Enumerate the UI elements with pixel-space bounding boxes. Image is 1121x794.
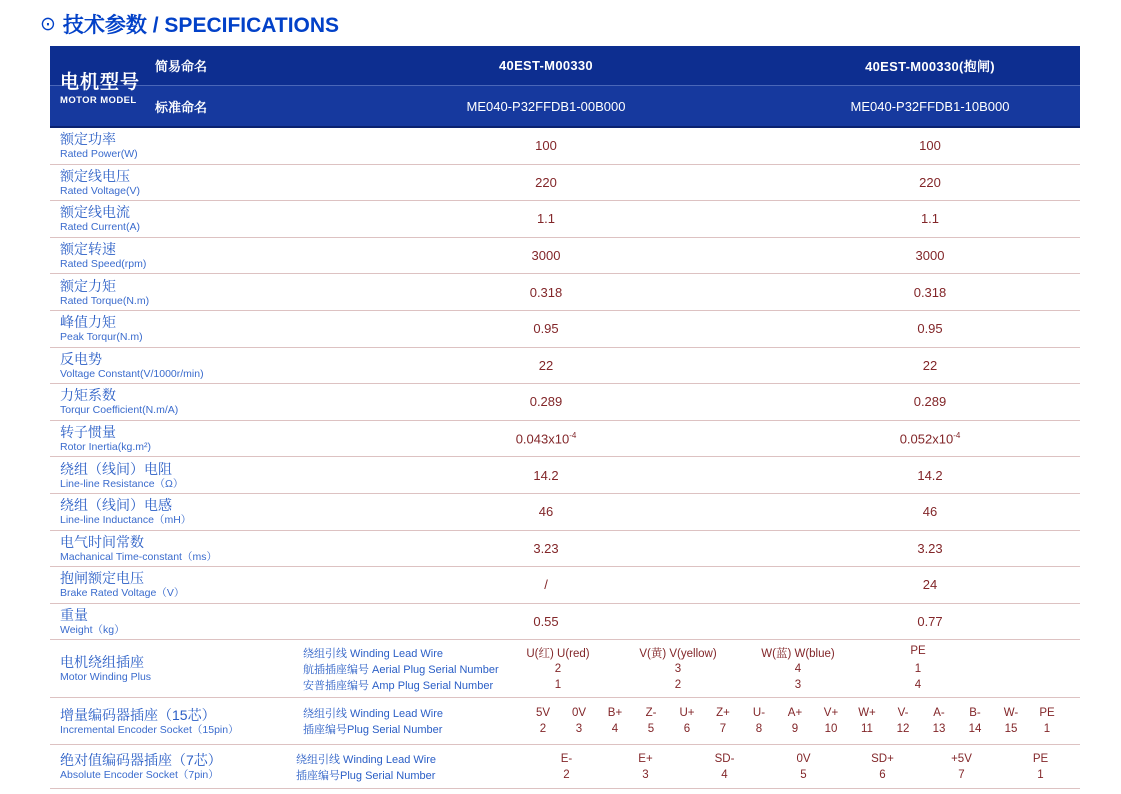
spec-row [50, 531, 1080, 568]
spec-label-en: Rated Torque(N.m) [60, 294, 150, 307]
page-title-text: 技术参数 / SPECIFICATIONS [62, 14, 340, 37]
pin: 10 [824, 723, 838, 736]
pin: E+ [638, 752, 653, 765]
spec-value-col2: 0.95 [917, 321, 943, 337]
spec-row [50, 567, 1080, 604]
connector-row [50, 698, 1080, 745]
spec-label-zh: 额定力矩 [60, 277, 116, 294]
spec-label-zh: 绕组（线间）电阻 [60, 460, 172, 477]
table-header [50, 46, 1080, 128]
spec-value-col2: $0.052x10^{-4}$ [899, 430, 961, 447]
pin-values [525, 707, 1065, 719]
spec-label-en: Weight（kg） [60, 624, 125, 637]
pin: 9 [791, 723, 799, 736]
spec-row-label [50, 168, 303, 197]
pin: Z- [645, 707, 657, 720]
spec-value-col2: 0.318 [913, 284, 947, 300]
spec-label-en: Torqur Coefficient(N.m/A) [60, 404, 179, 417]
pin: 4 [611, 723, 619, 736]
pin: W+ [858, 707, 876, 720]
spec-row [50, 348, 1080, 385]
spec-row-label [50, 241, 303, 270]
pin-values [498, 679, 978, 691]
pin: U- [752, 707, 766, 720]
pin: 3 [575, 723, 583, 736]
pin: U+ [679, 707, 695, 720]
spec-value-col1: 3.23 [533, 540, 559, 556]
connector-lines [296, 745, 1080, 788]
pin: 4 [794, 662, 802, 675]
pin: U(红) U(red) [526, 647, 590, 660]
model-standard-name-col1: ME040-P32FFDB1-00B000 [466, 98, 626, 114]
connector-line [296, 751, 1080, 767]
standard-name-row [50, 86, 1080, 126]
spec-label-zh: 抱闸额定电压 [60, 570, 144, 587]
spec-row-label [50, 351, 303, 380]
spec-label-en: Brake Rated Voltage（V） [60, 587, 185, 600]
spec-row-label [50, 534, 303, 563]
model-simple-name-col2: 40EST-M00330(抱闸) [865, 59, 995, 74]
spec-row-label [50, 204, 303, 233]
pin-values [498, 645, 978, 661]
pin: 4 [914, 678, 922, 691]
pin: E- [560, 752, 573, 765]
spec-row-label [50, 570, 303, 599]
spec-row [50, 494, 1080, 531]
pin: 1 [554, 678, 562, 691]
pin: SD- [714, 752, 735, 765]
connector-label-zh: 绝对值编码器插座（7芯） [60, 752, 222, 769]
spec-row-label [50, 278, 303, 307]
spec-value-col1: 220 [535, 174, 557, 190]
connector-row [50, 745, 1080, 789]
pin: 3 [642, 768, 649, 781]
spec-label-en: Rated Current(A) [60, 221, 140, 234]
spec-label-zh: 峰值力矩 [60, 314, 116, 331]
spec-label-en: Machanical Time-constant（ms） [60, 550, 217, 563]
spec-row [50, 421, 1080, 458]
connector-row-label [50, 640, 303, 697]
spec-label-zh: 重量 [60, 607, 88, 624]
pin: 14 [968, 723, 982, 736]
connector-row-label [50, 745, 296, 788]
pin: 3 [794, 678, 802, 691]
spec-row [50, 165, 1080, 202]
pin: 3 [674, 662, 682, 675]
pin-values [525, 723, 1065, 735]
pin: 5 [647, 723, 655, 736]
spec-label-en: Rated Power(W) [60, 148, 138, 161]
pin: PE [1032, 752, 1049, 765]
spec-value-col1: 0.318 [529, 284, 563, 300]
pin: B- [969, 707, 981, 720]
spec-label-en: Peak Torqur(N.m) [60, 331, 143, 344]
connector-line-label: 航插插座编号 Aerial Plug Serial Number [303, 663, 499, 676]
spec-row-label [50, 424, 303, 453]
spec-value-col1: 0.95 [533, 321, 559, 337]
pin: 2 [674, 678, 682, 691]
pin: SD+ [871, 752, 894, 765]
spec-value-col2: 100 [919, 138, 941, 154]
pin: 2 [539, 723, 547, 736]
spec-label-en: Rated Speed(rpm) [60, 258, 147, 271]
spec-row-label [50, 497, 303, 526]
spec-value-col1: 0.55 [533, 614, 559, 630]
spec-row [50, 274, 1080, 311]
connector-line [303, 645, 1080, 661]
connector-label-zh: 增量编码器插座（15芯） [60, 706, 216, 723]
spec-row-label [50, 387, 303, 416]
spec-label-en: Rated Voltage(V) [60, 184, 140, 197]
simple-name-row [50, 46, 1080, 86]
pin: 5 [800, 768, 807, 781]
pin: 5V [535, 707, 551, 720]
pin: 1 [1043, 723, 1051, 736]
pin: 2 [554, 662, 562, 675]
pin: V(黄) V(yellow) [639, 647, 717, 660]
spec-row-label [50, 461, 303, 490]
spec-value-col2: 3000 [915, 248, 945, 264]
spec-label-zh: 电气时间常数 [60, 533, 144, 550]
pin: 13 [932, 723, 946, 736]
spec-label-zh: 力矩系数 [60, 387, 116, 404]
spec-label-en: Line-line Resistance（Ω） [60, 477, 184, 490]
connector-line [303, 677, 1080, 693]
spec-value-col2: 14.2 [917, 467, 943, 483]
pin: 1 [1037, 768, 1044, 781]
spec-value-col1: 0.289 [529, 394, 563, 410]
spec-value-col1: 14.2 [533, 467, 559, 483]
pin: 4 [721, 768, 728, 781]
connector-line-label: 插座编号Plug Serial Number [303, 724, 443, 737]
spec-row-label [50, 314, 303, 343]
pin: V+ [823, 707, 839, 720]
connector-line-label: 绕组引线 Winding Lead Wire [296, 753, 436, 766]
spec-row [50, 311, 1080, 348]
spec-row [50, 201, 1080, 238]
connector-line [303, 721, 1080, 737]
connector-line [303, 705, 1080, 721]
pin: 2 [563, 768, 570, 781]
spec-row [50, 604, 1080, 641]
model-standard-name-col2: ME040-P32FFDB1-10B000 [850, 98, 1010, 114]
pin: 1 [914, 662, 922, 675]
pin: W(蓝) W(blue) [761, 647, 835, 660]
spec-value-col2: 22 [922, 357, 938, 373]
page-title [40, 9, 1121, 39]
connector-line [303, 661, 1080, 677]
spec-value-col1: 100 [535, 138, 557, 154]
spec-label-zh: 转子惯量 [60, 424, 116, 441]
connector-line-label: 插座编号Plug Serial Number [296, 769, 436, 782]
spec-row [50, 457, 1080, 494]
pin: 7 [958, 768, 965, 781]
spec-row [50, 128, 1080, 165]
pin: 15 [1004, 723, 1018, 736]
connector-line [296, 767, 1080, 783]
connector-label-zh: 电机绕组插座 [60, 654, 144, 671]
connector-line-label: 安普插座编号 Amp Plug Serial Number [303, 679, 494, 692]
spec-table [50, 46, 1080, 789]
connector-label-en: Absolute Encoder Socket（7pin） [60, 769, 219, 782]
spec-label-zh: 反电势 [60, 350, 102, 367]
connector-label-en: Incremental Encoder Socket（15pin） [60, 723, 239, 736]
pin: A- [933, 707, 945, 720]
spec-value-col2: 1.1 [920, 211, 940, 227]
motor-model-label-zh: 电机型号 [60, 71, 141, 93]
motor-model-label-en: MOTOR MODEL [60, 94, 137, 106]
pin-values [527, 769, 1080, 781]
spec-value-col1: 22 [538, 357, 554, 373]
spec-label-zh: 额定线电压 [60, 167, 130, 184]
connector-line-label: 绕组引线 Winding Lead Wire [303, 647, 443, 660]
pin: +5V [951, 752, 972, 765]
spec-value-col2: 3.23 [917, 540, 943, 556]
spec-value-col1: $0.043x10^{-4}$ [515, 430, 577, 447]
spec-row-label [50, 131, 303, 160]
pin: A+ [787, 707, 803, 720]
spec-label-en: Rotor Inertia(kg.m²) [60, 441, 152, 454]
connector-row-label [50, 698, 303, 744]
spec-value-col2: 46 [922, 504, 938, 520]
pin: 12 [896, 723, 910, 736]
spec-label-zh: 额定功率 [60, 131, 116, 148]
spec-value-col1: 3000 [531, 248, 561, 264]
connector-lines [303, 698, 1080, 744]
spec-value-col2: 24 [922, 577, 938, 593]
pin-values [498, 663, 978, 675]
connector-label-en: Motor Winding Plus [60, 671, 152, 684]
connector-lines [303, 640, 1080, 697]
spec-label-zh: 额定线电流 [60, 204, 130, 221]
pin: 0V [571, 707, 587, 720]
pin: B+ [607, 707, 623, 720]
pin: 8 [755, 723, 763, 736]
standard-name-label: 标准命名 [155, 99, 208, 115]
spec-value-col1: / [544, 577, 548, 593]
spec-label-zh: 绕组（线间）电感 [60, 497, 172, 514]
spec-value-col1: 46 [538, 504, 554, 520]
motor-model-cell [60, 46, 140, 126]
spec-value-col1: 1.1 [536, 211, 556, 227]
spec-value-col2: 0.77 [917, 614, 943, 630]
pin: W- [1003, 707, 1019, 720]
connector-rows [50, 640, 1080, 789]
pin: 11 [861, 723, 873, 736]
pin: 6 [683, 723, 691, 736]
spec-rows [50, 128, 1080, 640]
spec-label-en: Voltage Constant(V/1000r/min) [60, 367, 204, 380]
pin: V- [897, 707, 909, 720]
pin: 6 [879, 768, 886, 781]
pin-values [527, 753, 1080, 765]
spec-label-zh: 额定转速 [60, 241, 116, 258]
simple-name-label: 简易命名 [155, 59, 208, 74]
pin: 7 [719, 723, 727, 736]
circled-dot-icon: ⊙ [40, 13, 56, 35]
spec-value-col2: 220 [919, 174, 941, 190]
spec-row [50, 238, 1080, 275]
pin: PE [910, 644, 926, 657]
pin: 0V [796, 752, 811, 765]
spec-row [50, 384, 1080, 421]
spec-row-label [50, 607, 303, 636]
spec-value-col2: 0.289 [913, 394, 947, 410]
model-simple-name-col1: 40EST-M00330 [499, 58, 593, 73]
spec-label-en: Line-line Inductance（mH） [60, 514, 192, 527]
connector-line-label: 绕组引线 Winding Lead Wire [303, 708, 443, 721]
pin: Z+ [716, 707, 730, 720]
pin: PE [1039, 707, 1055, 720]
connector-row [50, 640, 1080, 698]
